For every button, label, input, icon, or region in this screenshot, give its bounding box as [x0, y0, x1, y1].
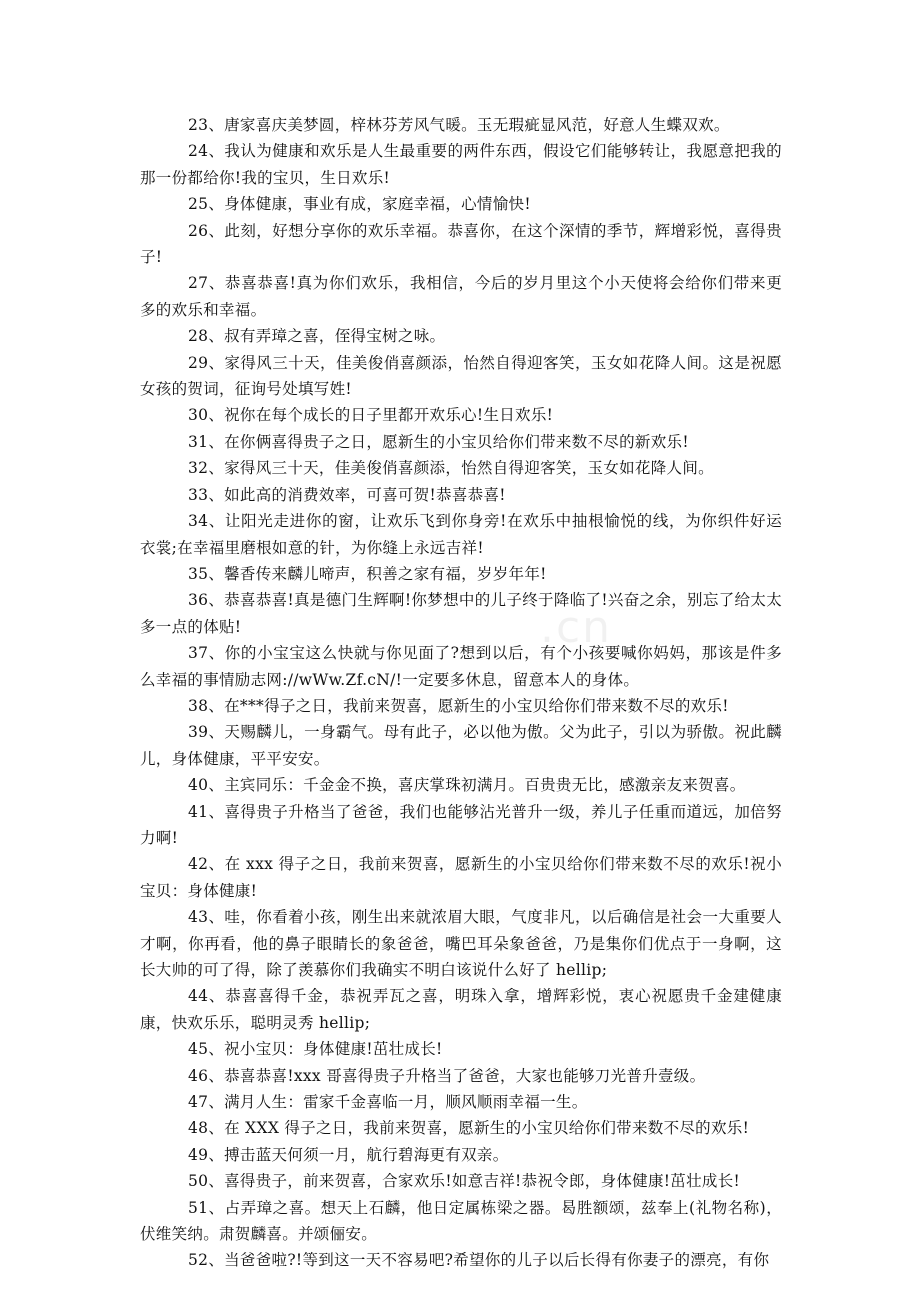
paragraph-48: 48、在 XXX 得子之日，我前来贺喜，愿新生的小宝贝给你们带来数不尽的欢乐!: [188, 1119, 750, 1138]
paragraph-34: 34、让阳光走进你的窗，让欢乐飞到你身旁!在欢乐中抽根愉悦的线，为你织件好运衣裳;在幸福里磨根如意的针，为你缝上永远吉祥!: [140, 512, 782, 557]
watermark: .cn: [540, 602, 613, 653]
paragraph-30: 30、祝你在每个成长的日子里都开欢乐心!生日欢乐!: [188, 406, 554, 425]
paragraph-51: 51、占弄璋之喜。想天上石麟，他日定属栋梁之器。曷胜额颂，兹奉上(礼物名称)，伏维笑纳。肃贺麟喜。并颂俪安。: [140, 1198, 782, 1244]
paragraph-52: 52、当爸爸啦?!等到这一天不容易吧?希望你的儿子以后长得有你妻子的漂亮，有你: [188, 1251, 770, 1270]
paragraph-23: 23、唐家喜庆美梦圆，梓林芬芳风气暖。玉无瑕疵显风范，好意人生蝶双欢。: [188, 116, 730, 134]
paragraph-28: 28、叔有弄璋之喜，侄得宝树之咏。: [188, 327, 446, 346]
paragraph-40: 40、主宾同乐：千金金不换，喜庆掌珠初满月。百贵贵无比，感激亲友来贺喜。: [188, 776, 746, 795]
paragraph-42: 42、在 xxx 得子之日，我前来贺喜，愿新生的小宝贝给你们带来数不尽的欢乐!祝小宝贝：身体健康!: [140, 855, 782, 900]
paragraph-47: 47、满月人生：雷家千金喜临一月，顺风顺雨幸福一生。: [188, 1093, 588, 1112]
paragraph-39: 39、天赐麟儿，一身霸气。母有此子，必以他为傲。父为此子，引以为骄傲。祝此麟儿，身体健康，平平安安。: [140, 723, 782, 768]
paragraph-25: 25、身体健康，事业有成，家庭幸福，心情愉快!: [188, 195, 531, 214]
document-body: [140, 112, 782, 1274]
paragraph-32: 32、家得风三十天，佳美俊俏喜颜添，怡然自得迎客笑，玉女如花降人间。: [188, 459, 714, 478]
paragraph-38: 38、在***得子之日，我前来贺喜，愿新生的小宝贝给你们带来数不尽的欢乐!: [188, 696, 729, 715]
paragraph-37: 37、你的小宝宝这么快就与你见面了?想到以后，有个小孩要喊你妈妈，那该是件多么幸福的事情励志网://wWw.Zf.cN/!一定要多休息，留意本人的身体。: [140, 644, 782, 689]
paragraph-27: 27、恭喜恭喜!真为你们欢乐，我相信，今后的岁月里这个小天使将会给你们带来更多的欢乐和幸福。: [140, 274, 782, 319]
paragraph-29: 29、家得风三十天，佳美俊俏喜颜添，怡然自得迎客笑，玉女如花降人间。这是祝愿女孩的贺词，征询号处填写姓!: [140, 353, 782, 399]
paragraph-35: 35、馨香传来麟儿啼声，积善之家有福，岁岁年年!: [188, 564, 547, 583]
paragraph-45: 45、祝小宝贝：身体健康!茁壮成长!: [188, 1040, 443, 1059]
paragraph-24: 24、我认为健康和欢乐是人生最重要的两件东西，假设它们能够转让，我愿意把我的那一份都给你!我的宝贝，生日欢乐!: [140, 142, 782, 187]
paragraph-33: 33、如此高的消费效率，可喜可贺!恭喜恭喜!: [188, 485, 506, 504]
paragraph-36: 36、恭喜恭喜!真是德门生辉啊!你梦想中的儿子终于降临了!兴奋之余，别忘了给太太多一点的体贴!: [140, 591, 782, 636]
paragraph-31: 31、在你俩喜得贵子之日，愿新生的小宝贝给你们带来数不尽的新欢乐!: [188, 432, 689, 451]
paragraph-44: 44、恭喜喜得千金，恭祝弄瓦之喜，明珠入拿，增辉彩悦，衷心祝愿贵千金建健康康，快欢乐乐，聪明灵秀 hellip;: [140, 987, 782, 1032]
paragraph-26: 26、此刻，好想分享你的欢乐幸福。恭喜你，在这个深情的季节，辉增彩悦，喜得贵子!: [140, 221, 782, 267]
paragraph-46: 46、恭喜恭喜!xxx 哥喜得贵子升格当了爸爸，大家也能够刀光普升壹级。: [188, 1066, 706, 1085]
paragraph-43: 43、哇，你看着小孩，刚生出来就浓眉大眼，气度非凡，以后确信是社会一大重要人才啊，你再看，他的鼻子眼睛长的象爸爸，嘴巴耳朵象爸爸，乃是集你们优点于一身啊，这长大帅的可了得，除了羡慕你们我确实不明白该说什么好了 hellip;: [140, 908, 782, 979]
paragraph-50: 50、喜得贵子，前来贺喜，合家欢乐!如意吉祥!恭祝令郎，身体健康!茁壮成长!: [188, 1172, 741, 1191]
paragraph-41: 41、喜得贵子升格当了爸爸，我们也能够沾光普升一级，养儿子任重而道远，加倍努力啊!: [140, 802, 782, 847]
paragraph-49: 49、搏击蓝天何须一月，航行碧海更有双亲。: [188, 1145, 509, 1164]
